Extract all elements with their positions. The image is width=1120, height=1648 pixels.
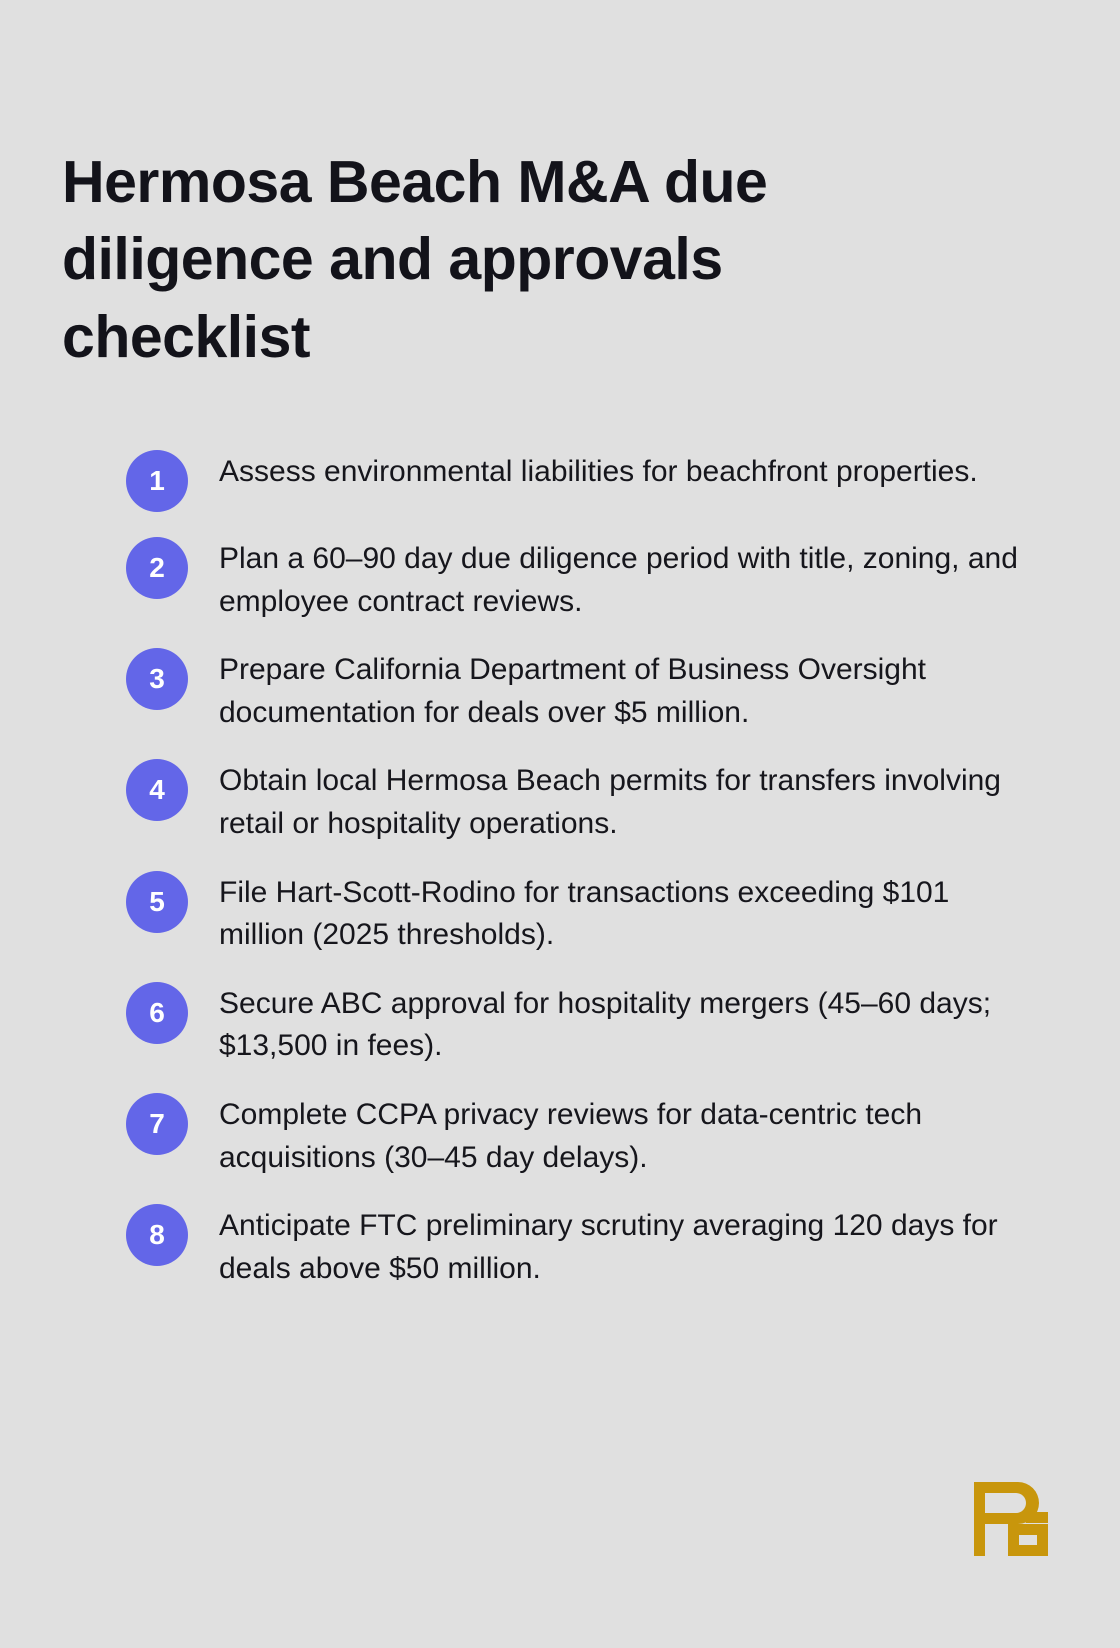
- step-number-badge: 1: [126, 450, 188, 512]
- checklist: [126, 448, 1046, 1313]
- list-item: [126, 980, 1046, 1068]
- step-number-badge: 4: [126, 759, 188, 821]
- list-item: [126, 448, 1046, 512]
- list-item-text: Prepare California Department of Business Oversight documentation for deals over $5 million.: [219, 653, 926, 729]
- step-number-badge: 2: [126, 537, 188, 599]
- step-number-badge: 6: [126, 982, 188, 1044]
- list-item-text: Assess environmental liabilities for beachfront properties.: [219, 455, 978, 488]
- list-item-text: Plan a 60–90 day due diligence period with title, zoning, and employee contract reviews.: [219, 542, 1018, 618]
- list-item-text: Secure ABC approval for hospitality mergers (45–60 days; $13,500 in fees).: [219, 986, 992, 1063]
- list-item-text: Obtain local Hermosa Beach permits for transfers involving retail or hospitality operations.: [219, 764, 1001, 840]
- step-number-badge: 7: [126, 1093, 188, 1155]
- list-item: [126, 1091, 1046, 1179]
- page-title: Hermosa Beach M&A due diligence and approvals checklist: [62, 148, 768, 371]
- step-number-badge: 8: [126, 1204, 188, 1266]
- step-number-badge: 3: [126, 648, 188, 710]
- list-item: [126, 646, 1046, 734]
- p-monogram-logo: [968, 1476, 1054, 1562]
- list-item-text: Complete CCPA privacy reviews for data-centric tech acquisitions (30–45 day delays).: [219, 1097, 923, 1174]
- list-item: [126, 535, 1046, 623]
- list-item-text: File Hart-Scott-Rodino for transactions exceeding $101 million (2025 thresholds).: [219, 875, 950, 952]
- step-number-badge: 5: [126, 871, 188, 933]
- list-item: [126, 869, 1046, 957]
- list-item-text: Anticipate FTC preliminary scrutiny averaging 120 days for deals above $50 million.: [219, 1209, 998, 1285]
- list-item: [126, 1202, 1046, 1290]
- list-item: [126, 757, 1046, 845]
